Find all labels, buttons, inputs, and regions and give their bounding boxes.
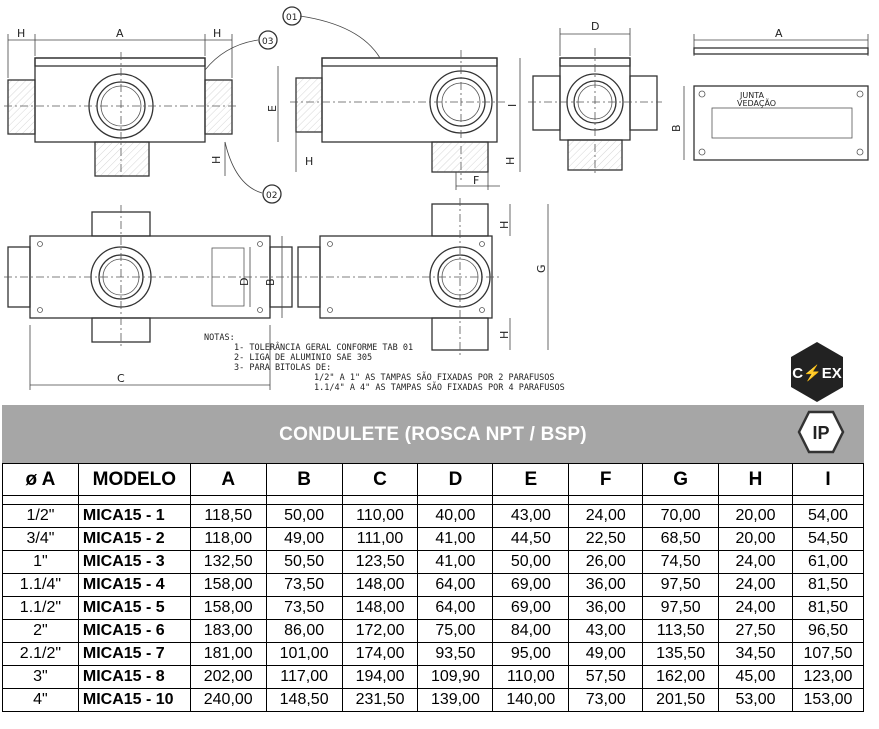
cell-diameter: 3/4" — [3, 528, 79, 551]
dim-label-b: B — [670, 124, 683, 132]
header-a: A — [190, 464, 266, 496]
cell-i: 81,50 — [792, 574, 863, 597]
header-d: D — [418, 464, 493, 496]
header-f: F — [569, 464, 643, 496]
dim-label-h: H — [504, 156, 517, 165]
dim-label-e: E — [266, 105, 279, 112]
cell-diameter: 1" — [3, 551, 79, 574]
cell-f: 22,50 — [569, 528, 643, 551]
cell-d: 64,00 — [418, 574, 493, 597]
cell-a: 118,50 — [190, 505, 266, 528]
cell-g: 97,50 — [643, 597, 719, 620]
table-row — [3, 528, 864, 551]
cell-b: 50,00 — [266, 505, 342, 528]
cell-d: 41,00 — [418, 528, 493, 551]
cell-a: 118,00 — [190, 528, 266, 551]
cell-f: 49,00 — [569, 643, 643, 666]
cell-e: 50,00 — [493, 551, 569, 574]
cell-b: 73,50 — [266, 574, 342, 597]
note-3b: 1.1/4" A 4" AS TAMPAS SÃO FIXADAS POR 4 PARAFUSOS — [314, 383, 565, 393]
table-row — [3, 551, 864, 574]
cell-model: MICA15 - 4 — [78, 574, 190, 597]
cell-diameter: 4" — [3, 689, 79, 712]
cell-diameter: 1.1/4" — [3, 574, 79, 597]
cell-f: 26,00 — [569, 551, 643, 574]
dim-label-f: F — [473, 174, 480, 187]
cex-certification-badge — [786, 341, 848, 403]
table-row — [3, 620, 864, 643]
cell-c: 174,00 — [342, 643, 418, 666]
table-spacer-row — [3, 496, 864, 505]
header-e: E — [493, 464, 569, 496]
cell-e: 110,00 — [493, 666, 569, 689]
cell-d: 41,00 — [418, 551, 493, 574]
table-row — [3, 574, 864, 597]
cell-b: 73,50 — [266, 597, 342, 620]
cell-model: MICA15 - 3 — [78, 551, 190, 574]
dim-label-a: A — [775, 27, 783, 40]
cell-a: 132,50 — [190, 551, 266, 574]
cell-a: 158,00 — [190, 574, 266, 597]
cell-d: 109,90 — [418, 666, 493, 689]
cell-d: 75,00 — [418, 620, 493, 643]
dim-label-d: D — [591, 20, 600, 33]
header-modelo: MODELO — [78, 464, 190, 496]
dim-label-h: H — [213, 27, 222, 40]
note-2: 2- LIGA DE ALUMINIO SAE 305 — [234, 353, 373, 363]
ip-badge-text: IP — [812, 423, 830, 443]
cell-diameter: 2" — [3, 620, 79, 643]
cell-i: 54,50 — [792, 528, 863, 551]
cell-f: 57,50 — [569, 666, 643, 689]
dim-label-b: B — [264, 278, 277, 286]
cell-b: 101,00 — [266, 643, 342, 666]
note-3: 3- PARA BITOLAS DE: — [234, 363, 332, 373]
dim-label-h: H — [305, 155, 314, 168]
cell-c: 123,50 — [342, 551, 418, 574]
cell-i: 61,00 — [792, 551, 863, 574]
cell-c: 172,00 — [342, 620, 418, 643]
dim-label-a: A — [116, 27, 124, 40]
cell-a: 202,00 — [190, 666, 266, 689]
cell-d: 139,00 — [418, 689, 493, 712]
cell-b: 86,00 — [266, 620, 342, 643]
cell-d: 93,50 — [418, 643, 493, 666]
side-section-view — [266, 7, 520, 190]
callout-03: 03 — [262, 37, 274, 47]
cell-e: 95,00 — [493, 643, 569, 666]
cell-model: MICA15 - 1 — [78, 505, 190, 528]
table-row — [3, 689, 864, 712]
cex-badge-text: C⚡EX — [792, 365, 842, 382]
table-row — [3, 666, 864, 689]
cell-i: 81,50 — [792, 597, 863, 620]
cell-i: 96,50 — [792, 620, 863, 643]
table-header-row — [3, 464, 864, 496]
cell-g: 74,50 — [643, 551, 719, 574]
cell-g: 68,50 — [643, 528, 719, 551]
front-section-view — [4, 27, 281, 203]
cell-g: 135,50 — [643, 643, 719, 666]
cell-g: 162,00 — [643, 666, 719, 689]
cell-a: 240,00 — [190, 689, 266, 712]
drawing-notes — [204, 330, 565, 393]
cell-g: 70,00 — [643, 505, 719, 528]
cell-c: 110,00 — [342, 505, 418, 528]
cell-b: 117,00 — [266, 666, 342, 689]
cell-i: 54,00 — [792, 505, 863, 528]
dimensions-table — [2, 463, 864, 712]
cell-h: 24,00 — [719, 574, 793, 597]
cell-e: 44,50 — [493, 528, 569, 551]
end-view — [528, 20, 662, 176]
cell-g: 201,50 — [643, 689, 719, 712]
dim-label-h: H — [498, 330, 511, 339]
cell-h: 20,00 — [719, 505, 793, 528]
cell-f: 43,00 — [569, 620, 643, 643]
cell-f: 36,00 — [569, 574, 643, 597]
note-3a: 1/2" A 1" AS TAMPAS SÃO FIXADAS POR 2 PARAFUSOS — [314, 373, 555, 383]
table-title: CONDULETE (ROSCA NPT / BSP) — [279, 424, 587, 445]
cell-c: 148,00 — [342, 574, 418, 597]
cell-a: 158,00 — [190, 597, 266, 620]
table-title-band — [2, 405, 864, 463]
cell-g: 97,50 — [643, 574, 719, 597]
table-row — [3, 597, 864, 620]
dim-label-d: D — [238, 277, 251, 286]
dim-label-i: I — [506, 103, 519, 107]
cover-gasket-view — [670, 27, 868, 160]
cell-diameter: 1.1/2" — [3, 597, 79, 620]
dim-label-h: H — [210, 155, 223, 164]
notes-heading: NOTAS: — [204, 333, 235, 343]
cell-model: MICA15 - 6 — [78, 620, 190, 643]
cell-h: 20,00 — [719, 528, 793, 551]
cell-c: 148,00 — [342, 597, 418, 620]
cell-model: MICA15 - 2 — [78, 528, 190, 551]
table-row — [3, 505, 864, 528]
cell-model: MICA15 - 10 — [78, 689, 190, 712]
dim-label-h: H — [17, 27, 26, 40]
cell-d: 40,00 — [418, 505, 493, 528]
header-g: G — [643, 464, 719, 496]
cell-i: 123,00 — [792, 666, 863, 689]
cell-f: 24,00 — [569, 505, 643, 528]
cell-i: 153,00 — [792, 689, 863, 712]
cell-h: 53,00 — [719, 689, 793, 712]
note-1: 1- TOLERÂNCIA GERAL CONFORME TAB 01 — [234, 343, 414, 353]
dim-label-g: G — [535, 264, 548, 273]
cell-model: MICA15 - 7 — [78, 643, 190, 666]
cell-e: 43,00 — [493, 505, 569, 528]
cell-h: 45,00 — [719, 666, 793, 689]
cell-f: 36,00 — [569, 597, 643, 620]
cell-b: 148,50 — [266, 689, 342, 712]
cell-diameter: 1/2" — [3, 505, 79, 528]
ip-rating-badge — [797, 410, 845, 454]
gasket-label-line1: JUNTA — [740, 91, 764, 100]
gasket-label-line2: VEDAÇÃO — [737, 99, 777, 108]
cell-c: 194,00 — [342, 666, 418, 689]
header-c: C — [342, 464, 418, 496]
cell-b: 50,50 — [266, 551, 342, 574]
cell-c: 111,00 — [342, 528, 418, 551]
cell-d: 64,00 — [418, 597, 493, 620]
header-b: B — [266, 464, 342, 496]
cell-e: 69,00 — [493, 597, 569, 620]
cell-h: 34,50 — [719, 643, 793, 666]
header-h: H — [719, 464, 793, 496]
callout-01: 01 — [286, 13, 298, 23]
cell-a: 181,00 — [190, 643, 266, 666]
cell-diameter: 3" — [3, 666, 79, 689]
cell-i: 107,50 — [792, 643, 863, 666]
callout-02: 02 — [266, 191, 278, 201]
cell-e: 140,00 — [493, 689, 569, 712]
cell-a: 183,00 — [190, 620, 266, 643]
cell-g: 113,50 — [643, 620, 719, 643]
header-i: I — [792, 464, 863, 496]
cell-h: 27,50 — [719, 620, 793, 643]
cell-b: 49,00 — [266, 528, 342, 551]
cell-e: 84,00 — [493, 620, 569, 643]
cell-model: MICA15 - 5 — [78, 597, 190, 620]
cell-c: 231,50 — [342, 689, 418, 712]
dim-label-h: H — [498, 220, 511, 229]
table-row — [3, 643, 864, 666]
cell-h: 24,00 — [719, 551, 793, 574]
cell-e: 69,00 — [493, 574, 569, 597]
header-diameter: ø A — [3, 464, 79, 496]
cell-f: 73,00 — [569, 689, 643, 712]
cell-model: MICA15 - 8 — [78, 666, 190, 689]
cell-h: 24,00 — [719, 597, 793, 620]
cell-diameter: 2.1/2" — [3, 643, 79, 666]
dim-label-c: C — [117, 372, 125, 385]
